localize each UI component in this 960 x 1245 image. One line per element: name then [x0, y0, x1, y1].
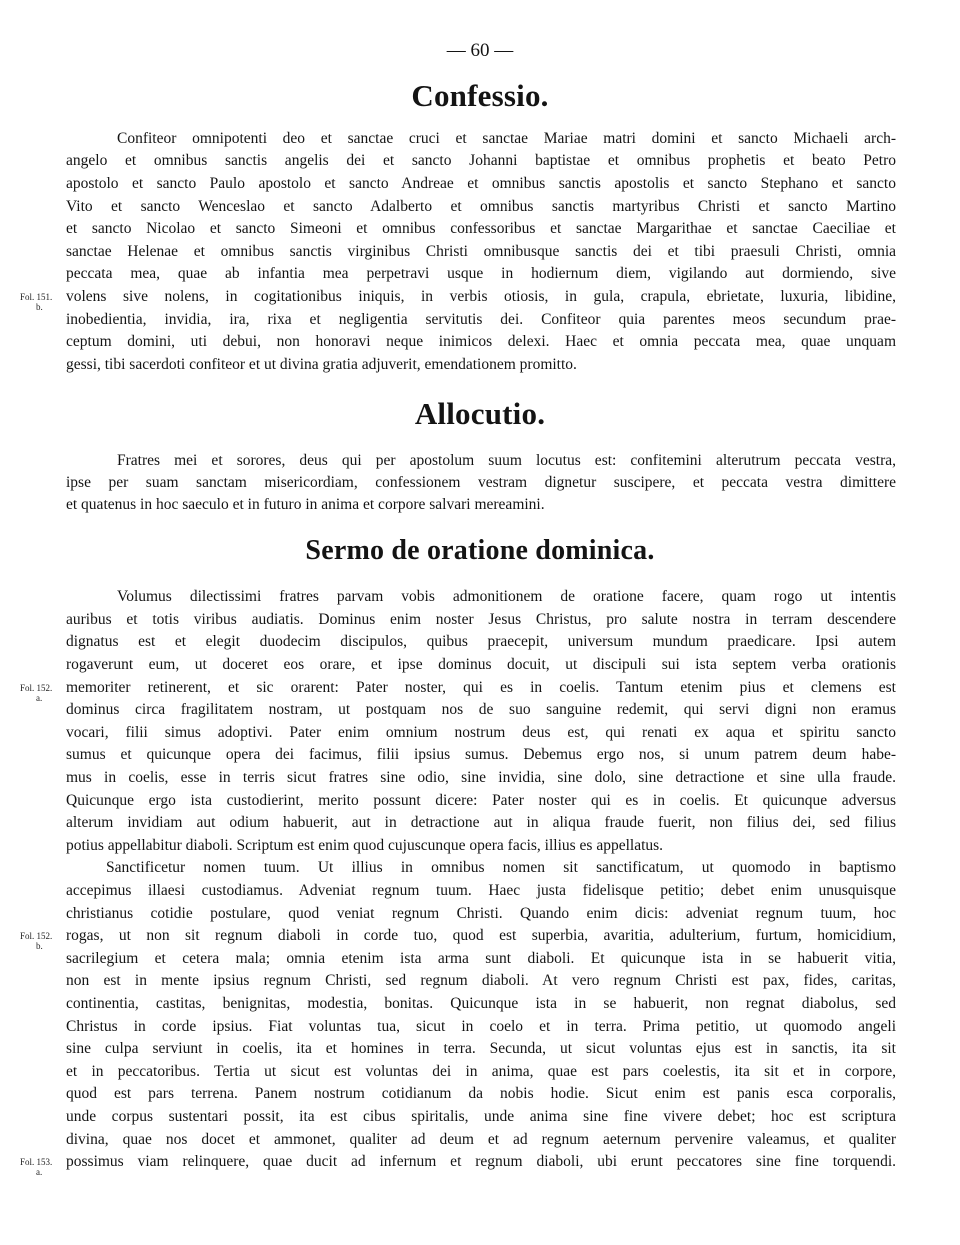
margin-note	[20, 1157, 52, 1177]
margin-note	[20, 931, 52, 951]
text-line: unde corpus sustentari possit, ita est cibus spiritalis, unde anima sine fine vivere debet; hoc est scriptura	[66, 1108, 896, 1125]
margin-note	[20, 683, 52, 703]
text-line: mus in coelis, esse in terris sicut fratres sine odio, sine invidia, sine dolo, sine detractione et sine ulla fraude.	[66, 769, 896, 786]
text-line: sanctae Helenae et omnibus sanctis virginibus Christi omnibusque sanctis dei et tibi praesuli Christi, omnia	[66, 243, 896, 260]
text-line: gessi, tibi sacerdoti confiteor et ut divina gratia adjuverit, emendationem promitto.	[66, 356, 577, 373]
margin-note-folio: Fol. 151.	[20, 292, 53, 302]
margin-note-side: a.	[36, 693, 43, 703]
text-line: dignatus est et elegit duodecim discipulos, quibus praecepit, universum mundum praedicare. Ipsi autem	[66, 633, 896, 650]
text-line: Confiteor omnipotenti deo et sanctae cruci et sanctae Mariae matri domini et sancto Michaeli arch-	[117, 130, 896, 147]
text-line: potius appellabitur diaboli. Scriptum est enim quod cujuscunque opera facis, illius es appellatus.	[66, 837, 664, 854]
text-line: angelo et omnibus sanctis angelis dei et sancto Johanni baptistae et omnibus prophetis et beato Petro	[66, 152, 896, 169]
text-line: Fratres mei et sorores, deus qui per apostolum suum locutus est: confitemini alterutrum peccata vestra,	[117, 452, 896, 469]
margin-note-side: b.	[36, 941, 43, 951]
text-line: apostolo et sancto Paulo apostolo et sancto Andreae et omnibus sanctis apostolis et sancto Stephano et sancto	[66, 175, 896, 192]
text-line: rogas, ut non sit regnum diaboli in corde tuo, quod est superbia, avaritia, adulterium, furtum, homicidium,	[66, 927, 896, 944]
text-line: sumus et quicunque opera dei facimus, filii ipsius sumus. Debemus ergo nos, si unum patrem deum habe-	[66, 746, 896, 763]
text-line: memoriter retinerent, et sic orarent: Pater noster, qui es in coelis. Tantum etenim pius et clemens est	[66, 679, 896, 696]
text-line: et quatenus in hoc saeculo et in futuro in anima et corpore salvari mereamini.	[66, 496, 545, 513]
text-line: Quicunque ergo ista custodierint, merito possunt dicere: Pater noster qui es in coelis. Et quicunque adversus	[66, 792, 896, 809]
text-line: sine culpa serviunt in coelis, ita et homines in terra. Secunda, ut sicut voluntas ejus est in sanctis, ita sit	[66, 1040, 896, 1057]
text-line: accepimus illaesi custodiamus. Adveniat regnum tuum. Haec justa fidelisque petitio; debet enim unusquisque	[66, 882, 896, 899]
margin-note	[20, 292, 52, 312]
heading-allocutio: Allocutio.	[414, 396, 546, 431]
heading-sermo: Sermo de oratione dominica.	[305, 535, 655, 566]
text-line: Volumus dilectissimi fratres parvam vobis admonitionem de oratione facere, quam rogo ut intentis	[117, 588, 896, 605]
margin-note-folio: Fol. 152.	[20, 931, 53, 941]
margin-note-side: a.	[36, 1167, 43, 1177]
text-line: christianus cotidie postulare, quod veniat regnum Christi. Quando enim dicis: adveniat regnum tuum, hoc	[66, 905, 896, 922]
text-line: et in peccatoribus. Tertia ut sicut est voluntas dei in anima, quae est pars coelestis, ita sit et in corpore,	[66, 1063, 896, 1080]
text-line: inobedientia, invidia, ira, rixa et negligentia servitutis dei. Confiteor quia parentes meos secundum prae-	[66, 311, 896, 328]
text-line: rogaverunt eum, ut doceret eos orare, et ipse dominus docuit, ut discipuli sui ista septem verba orationis	[66, 656, 896, 673]
text-line: dominus circa fragilitatem nostram, ut postquam nos de suo sanguine redemit, qui servi digni non eramus	[66, 701, 896, 718]
margin-note-folio: Fol. 153.	[20, 1157, 53, 1167]
text-line: Christus in corde ipsius. Fiat voluntas tua, sicut in coelo et in terra. Prima petitio, ut quomodo angeli	[66, 1018, 896, 1035]
text-line: peccata mea, quae ab infantia mea perpetravi usque in hodiernum diem, vigilando aut dormiendo, sive	[66, 265, 896, 282]
text-line: ipse per suam sanctam misericordiam, confessionem vestram dignetur suscipere, et peccata vestra dimittere	[66, 474, 896, 491]
text-line: vocari, filii simus adoptivi. Pater enim omnium nostrum deus est, qui renati ex aqua et spiritu sancto	[66, 724, 896, 741]
margin-note-side: b.	[36, 302, 43, 312]
text-line: continentia, castitas, benignitas, modestia, bonitas. Quicunque ista in se habuerit, non regnat diabolus, sed	[66, 995, 896, 1012]
text-line: ceptum domini, uti debui, non honoravi neque inimicos delexi. Haec et omnia peccata mea, quae unquam	[66, 333, 896, 350]
text-line: non est in mente ipsius regnum Christi, sed regnum diaboli. At vero regnum Christi est pax, fides, caritas,	[66, 972, 896, 989]
text-line: auribus et totis viribus audiatis. Dominus enim noster Jesus Christus, pro salute nostra in terram descendere	[66, 611, 896, 628]
text-line: sacrilegium et cetera mala; omnia etenim ista arma sunt diaboli. Et quicunque ista in se habuerit vitia,	[66, 950, 896, 967]
text-line: et sancto Nicolao et sancto Simeoni et omnibus confessoribus et sanctae Margarithae et sanctae Caeciliae et	[66, 220, 896, 237]
text-line: divina, quae nos docet et ammonet, qualiter ad deum et ad regnum aeternum pervenire valeamus, et qualiter	[66, 1131, 896, 1148]
heading-confessio: Confessio.	[411, 78, 549, 113]
text-line: quod est pars terrena. Panem nostrum cotidianum da nobis hodie. Sicut enim est panis esca corporalis,	[66, 1085, 896, 1102]
margin-note-folio: Fol. 152.	[20, 683, 53, 693]
text-line: possimus viam relinquere, quae ducit ad infernum et regnum diaboli, ubi erunt peccatores sine fine torquendi.	[66, 1153, 896, 1170]
text-line: volens sive nolens, in cogitationibus iniquis, in verbis otiosis, in gula, crapula, ebrietate, luxuria, libidine,	[66, 288, 896, 305]
text-line: Sanctificetur nomen tuum. Ut illius in omnibus nomen sit sanctificatum, ut quomodo in baptismo	[106, 859, 896, 876]
page-number: — 60 —	[446, 40, 514, 61]
text-line: Vito et sancto Wenceslao et sancto Adalberto et omnibus sanctis martyribus Christi et sancto Martino	[66, 198, 896, 215]
text-line: alterum invidiam aut odium habuerit, aut in detractione aut in aliqua fraude fuerit, non filius dei, sed filius	[66, 814, 896, 831]
